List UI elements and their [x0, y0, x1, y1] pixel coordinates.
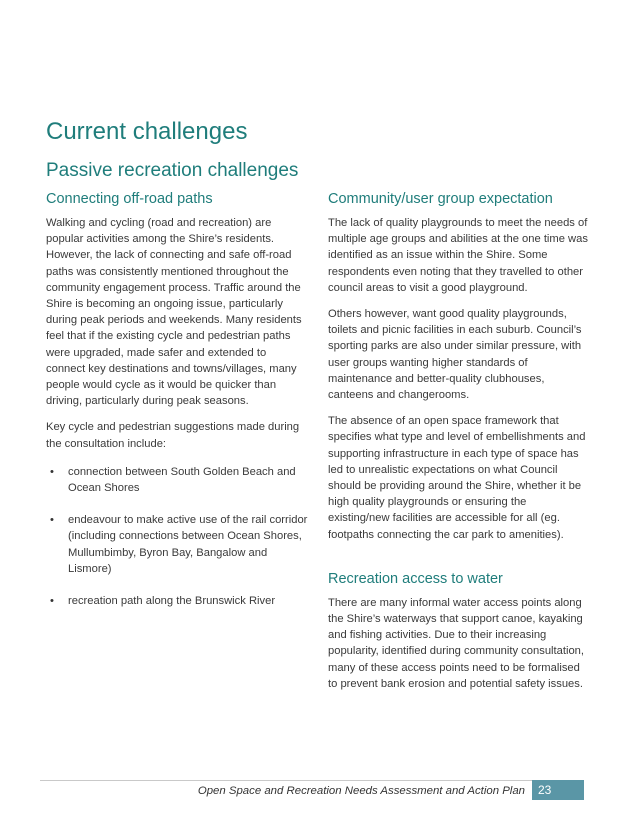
paragraph: Others however, want good quality playgrounds, toilets and picnic facilities in each suburb. Council’s sporting parks are also under similar pressure, with user groups wanting higher standards of maintenance and better-quality clubhouses, canteens and changerooms. [328, 308, 582, 402]
right-column [328, 191, 590, 702]
paragraph: The absence of an open space framework that specifies what type and level of embellishments and supporting infrastructure in each type of space has led to unrealistic expectations on what Council should be providing around the Shire, whether it be high quality playgrounds or ensuring the existing/new facilities are accessible for all (eg. footpaths connecting the car park to amenities). [328, 415, 586, 541]
paragraph: Key cycle and pedestrian suggestions made during the consultation include: [46, 421, 300, 450]
paragraph: The lack of quality playgrounds to meet the needs of multiple age groups and abilities at the one time was identified as an issue within the Shire. Some respondents even noting that they travelled to other council areas to visit a good playground. [328, 217, 588, 294]
list-item: • recreation path along the Brunswick River [46, 593, 308, 609]
suggestions-list [46, 464, 308, 609]
list-item: • endeavour to make active use of the rail corridor (including connections between Ocean Shores, Mullumbimby, Byron Bay, Bangalow and Lismore) [46, 512, 308, 577]
footer-document-title: Open Space and Recreation Needs Assessment and Action Plan [197, 785, 525, 797]
heading-water-access: Recreation access to water [328, 570, 503, 587]
page-title: Current challenges [46, 118, 248, 145]
footer-divider [40, 780, 584, 781]
paragraph: Walking and cycling (road and recreation) are popular activities among the Shire’s residents. However, the lack of connecting and safe off-road paths was consistently mentioned throughout the community engagement process. Traffic around the Shire is becoming an ongoing issue, particularly during peak periods and weekends. Many residents feel that if the existing cycle and pedestrian paths were upgraded, made safer and extended to connect key destinations and towns/villages, many people would cycle as it would be quicker than driving, particularly during peak seasons. [46, 217, 302, 408]
page-number: 23 [532, 780, 584, 800]
list-item: • connection between South Golden Beach and Ocean Shores [46, 464, 308, 496]
section-subtitle: Passive recreation challenges [46, 160, 299, 181]
heading-connecting-paths: Connecting off-road paths [46, 191, 213, 207]
left-column [46, 191, 308, 609]
heading-community-expectation: Community/user group expectation [328, 191, 553, 207]
paragraph: There are many informal water access points along the Shire’s waterways that support canoe, kayaking and fishing activities. Due to their increasing popularity, identified during community consultation, many of these access points need to be formalised to prevent bank erosion and potential safety issues. [328, 596, 585, 690]
